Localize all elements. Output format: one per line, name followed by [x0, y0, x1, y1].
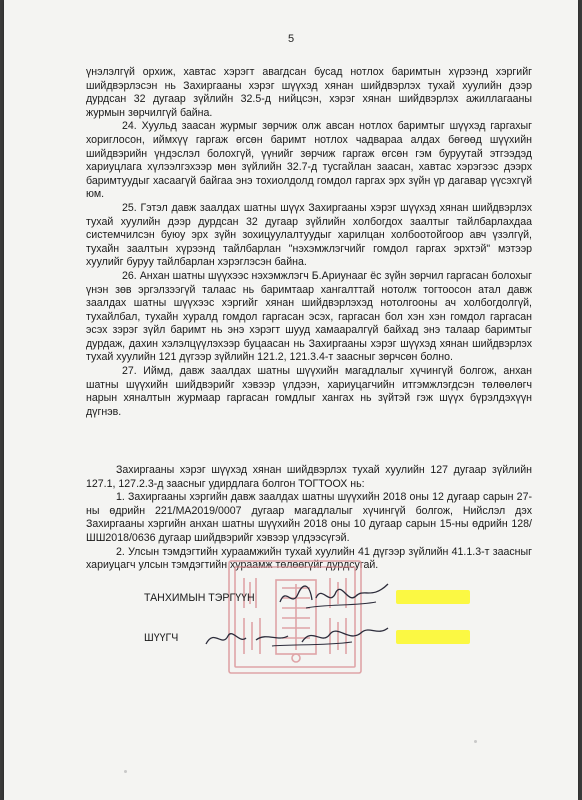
reasoning-section — [86, 66, 532, 419]
paper-speck — [474, 740, 477, 743]
paragraph-27: 27. Иймд, давж заалдах шатны шүүхийн магадлалыг хүчингүй болгож, анхан шатны шүүхийн шийдвэрийг хэвээр үлдээн, хариуцагчийн итгэмжлэгдсэн төлөөлөгч нарын хяналтын журмаар гаргасан гомдлыг хангах нь зүйтэй гэж шүүх бүрэлдэхүүн дүгнэв. — [86, 365, 532, 418]
decision-item-1: 1. Захиргааны хэргийн давж заалдах шатны шүүхийн 2018 оны 12 дугаар сарын 27-ны өдрийн 221/МА2019/0007 дугаар магадлалыг хүчингүй болгож, Нийслэл дэх Захиргааны хэргийн анхан шатны шүүхийн 2018 оны 10 дугаар сарын 15-ны өдрийн 128/ШШ2018/0636 дугаар шийдвэрийг хэвээр үлдээсүгэй. — [86, 491, 532, 544]
paragraph-continuation: үнэлэлгүй орхиж, хавтас хэрэгт авагдсан бусад нотлох баримтын хүрээнд хэргийг шийдвэрлэсэн нь Захиргааны хэрэг шүүхэд хянан шийдвэрлэх тухай хуулийн дээр дурдсан 32 дугаар зүйлийн 32.5-д нийцсэн, хэрэг хянан шийдвэрлэх ажиллагааны журмын зөрчилгүй байна. — [86, 66, 532, 119]
judge-label: ШҮҮГЧ — [144, 632, 179, 644]
paragraph-25: 25. Гэтэл давж заалдах шатны шүүх Захиргааны хэрэг шүүхэд хянан шийдвэрлэх тухай хуулийн дээр дурдсан 32 дугаар зүйлийн холбогдох заалтыг тайлбарлахдаа системчилсэн буюу эрх зүйн зохицуулалтуудыг харилцан холбоотойгоор авч үзэлгүй, тухайн заалтын хүрээнд тайлбарлан "нэхэмжлэгчийг гомдол гаргах эрхтэй" мэтээр хуулийг буруу тайлбарлан хэрэглэсэн байна. — [86, 201, 532, 269]
presiding-judge-label: ТАНХИМЫН ТЭРГҮҮН — [144, 592, 255, 604]
decision-intro: Захиргааны хэрэг шүүхэд хянан шийдвэрлэх тухай хуулийн 127 дугаар зүйлийн 127.1, 127.2.3-д заасныг удирдлага болгон ТОГТООХ нь: — [86, 464, 532, 490]
presiding-signature — [276, 578, 396, 614]
decision-section — [86, 464, 532, 573]
presiding-signature-row — [4, 588, 578, 618]
judge-signature-row — [4, 628, 578, 658]
redacted-name-judge — [396, 630, 470, 644]
document-page — [4, 0, 578, 800]
judge-signature — [202, 618, 392, 654]
redacted-name-presiding — [396, 590, 470, 604]
paragraph-24: 24. Хуульд заасан журмыг зөрчиж олж авсан нотлох баримтыг шүүхэд гаргахыг хориглосон, иймхүү гаргаж өгсөн баримт нотлох чадвараа алдах бөгөөд шүүхийн шийдвэрийн үндэслэл болохгүй, үүнийг зөрчиж гаргаж өгсөн гэм буруутай этгээдэд хариуцлага хүлээлгэхээр мөн зүйлийн 32.7-д тусгайлан заасан, хавтас хэрэгээс дээрх баримтуудыг хасаагүй байгаа энэ тохиолдолд гомдол гаргах эрх зүйн үр дагавар үүсэхгүй юм. — [86, 120, 532, 201]
paper-speck — [124, 770, 127, 773]
paragraph-26: 26. Анхан шатны шүүхээс нэхэмжлэгч Б.Ариунааг ёс зүйн зөрчил гаргасан болохыг үнэн зөв эргэлзээгүй талаас нь баримтаар хангалттай нотолж тогтоосон атал давж заалдах шатны шүүхээс хэргийг хянан шийдвэрлэхэд нотолгооны ач холбогдолгүй, тухайлбал, тухайн хуралд гомдол гаргасан эсэх, гаргасан бол хэн хэн гомдол гаргасан эсэх зэрэг зүйл баримт нь энэ хэрэгт шууд хамааралгүй байхад энэ талаар баримтыг дурдаж, дахин хэлэлцүүлэхээр буцаасан нь Захиргааны хэрэг шүүхэд хянан шийдвэрлэх тухай хуулийн 121 дүгээр зүйлийн 121.2, 121.3.4-т заасныг зөрчсөн болно. — [86, 269, 532, 364]
decision-item-2: 2. Улсын тэмдэгтийн хураамжийн тухай хуулийн 41 дүгээр зүйлийн 41.1.3-т заасныг хариуцагч улсын тэмдэгтийн хураамж төлөөгүйг дурдсугай. — [86, 545, 532, 572]
page-number: 5 — [287, 33, 295, 45]
